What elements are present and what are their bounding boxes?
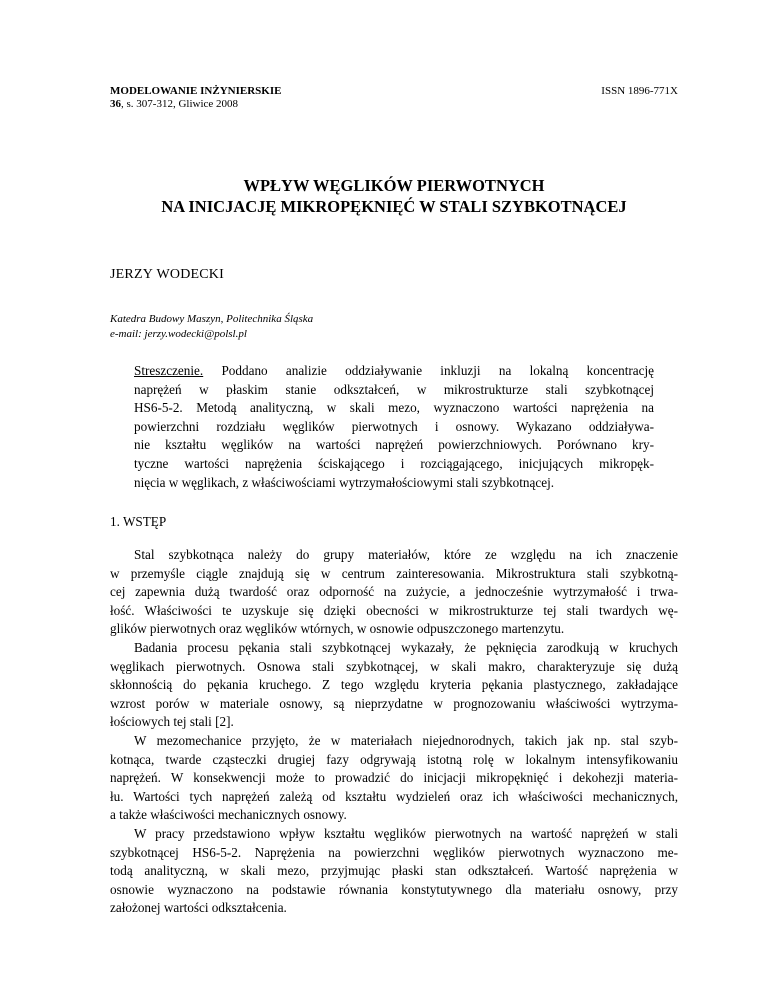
body-text: [110, 546, 678, 918]
email: e-mail: jerzy.wodecki@polsl.pl: [110, 328, 247, 340]
body-line: wzrost porów w materiale osnowy, są nieprzydatne w prognozowaniu właściwości wytrzyma-: [110, 695, 678, 711]
journal-name: MODELOWANIE INŻYNIERSKIE: [110, 85, 282, 97]
body-line: glików pierwotnych oraz węglików wtórnych, w osnowie odpuszczonego martenzytu.: [110, 621, 565, 637]
body-line: naprężeń. W konsekwencji może to prowadzić do inicjacji mikropęknięć i dekohezji materia-: [110, 770, 678, 786]
body-line: łu. Wartości tych naprężeń zależą od kształtu wydzieleń oraz ich właściwości mechanicznych,: [110, 788, 678, 804]
abstract-line-1-text: Poddano analizie oddziaływanie inkluzji na lokalną koncentrację: [221, 363, 655, 378]
body-line: szybkotnącej HS6-5-2. Naprężenia na powierzchni węglików pierwotnych wyznaczono me-: [110, 844, 678, 860]
body-line: W pracy przedstawiono wpływ kształtu węglików pierwotnych na wartość naprężeń w stali: [134, 825, 678, 841]
institution: Katedra Budowy Maszyn, Politechnika Śląska: [110, 313, 314, 325]
page-header: [110, 85, 678, 111]
body-line: a także właściwości mechanicznych osnowy.: [110, 807, 347, 823]
author-last-rest: ODECKI: [169, 267, 224, 282]
abstract: [134, 362, 654, 492]
body-line: Stal szybkotnąca należy do grupy materiałów, które ze względu na ich znaczenie: [134, 547, 678, 562]
author-first-initial: J: [110, 267, 116, 282]
title-line-2: NA INICJACJĘ MIKROPĘKNIĘĆ W STALI SZYBKOTNĄCEJ: [161, 197, 627, 216]
abstract-line: [134, 362, 654, 381]
body-line: W mezomechanice przyjęto, że w materiałach niejednorodnych, takich jak np. stal szyb-: [134, 732, 678, 748]
body-line: todą analityczną, w skali mezo, przyjmując płaski stan odkształceń. Wartość naprężenia w: [110, 863, 678, 879]
body-line: węglikach pierwotnych. Osnowa stali szybkotnącej, w skali makro, charakteryzuje się dużą: [110, 658, 678, 674]
abstract-line: powierzchni rozdziału węglików pierwotnych i osnowy. Wykazano oddziaływa-: [134, 418, 654, 434]
body-line: skłonnością do pękania kruchego. Z tego względu kryteria pękania plastycznego, zakładające: [110, 677, 678, 693]
affiliation: [110, 312, 313, 342]
body-line: w przemyśle ciągle znajdują się w centrum zainteresowania. Mikrostruktura stali szybkotną-: [110, 565, 678, 581]
volume-number: 36: [110, 98, 121, 110]
abstract-line: nięcia w węglikach, z właściwościami wytrzymałościowymi stali szybkotnącej.: [134, 474, 555, 490]
body-line: Badania procesu pękania stali szybkotnącej wykazały, że pęknięcia zarodkują w kruchych: [134, 639, 678, 655]
author-last-initial: W: [156, 267, 170, 282]
author-first-rest: ERZY: [115, 267, 154, 282]
abstract-line: naprężeń w płaskim stanie odkształceń, w mikrostrukturze stali szybkotnącej: [134, 381, 654, 397]
abstract-line: HS6-5-2. Metodą analityczną, w skali mezo, wyznaczono wartości naprężenia na: [134, 400, 654, 416]
body-line: łościowych tej stali [2].: [110, 714, 234, 730]
abstract-line: tyczne wartości naprężenia ściskającego i rozciągającego, inicjujących mikropęk-: [134, 455, 654, 471]
pages-location: , s. 307-312, Gliwice 2008: [121, 98, 239, 110]
volume-info: [110, 98, 238, 110]
issn: ISSN 1896-771X: [601, 85, 678, 97]
section-heading: 1. WSTĘP: [110, 514, 167, 529]
author-name: [110, 267, 224, 283]
body-line: łość. Właściwości te uzyskuje się dzięki obecności w mikrostrukturze tej stali twardych wę-: [110, 602, 678, 618]
body-line: kotnąca, twarde cząsteczki drugiej fazy odgrywają istotną rolę w lokalnym intensyfikowaniu: [110, 751, 678, 767]
paper-title: [110, 175, 678, 217]
body-line: założonej wartości odkształcenia.: [110, 900, 287, 916]
body-line: osnowie wyznaczono na podstawie równania konstytutywnego dla materiału osnowy, przy: [110, 881, 678, 897]
title-line-1: WPŁYW WĘGLIKÓW PIERWOTNYCH: [243, 176, 545, 195]
abstract-line: nie kształtu węglików na wartości naprężeń powierzchniowych. Porównano kry-: [134, 437, 654, 453]
abstract-label: Streszczenie.: [134, 363, 204, 378]
body-line: cej zapewnia dużą twardość oraz odporność na zużycie, a jednocześnie wytrzymałość i trwa-: [110, 584, 678, 600]
